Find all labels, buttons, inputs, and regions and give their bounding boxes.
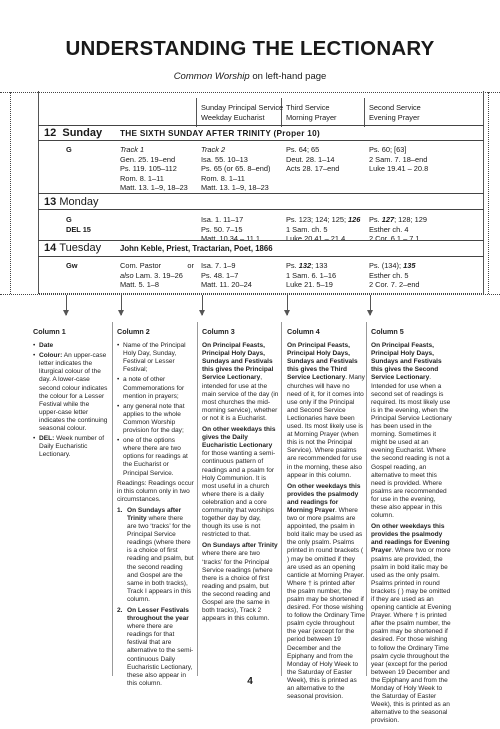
column-divider xyxy=(112,322,113,676)
track-2-readings: Track 2 Isa. 55. 10–13 Ps. 65 (or 65. 8–end) Rom. 8. 1–11 Matt. 13. 1–9, 18–23 xyxy=(201,145,271,193)
header-separator xyxy=(364,98,365,127)
day-rule xyxy=(38,193,484,194)
arrow-column-4 xyxy=(287,295,288,315)
day-12-heading: 12 Sunday xyxy=(44,127,103,139)
colour-letter: G DEL 15 xyxy=(66,215,91,234)
day-rule xyxy=(38,256,484,257)
column-3-explanation: Column 3 On Principal Feasts, Principal Holy Days, Sundays and Festivals this gives the Principal Service Lectionary, intended for use at the main service of the day (in most churches the mid-morning service), whether or not it is a Eucharist. On other weekdays this gives the Daily Eucharistic Lectionary for those wanting a semi-continuous pattern of readings and a psalm for Holy Communion. It is most useful in a church where there is a daily celebration and a core community that worships together day by day, though its use is not restricted to that. On Sundays after Trinity where there are two ‘tracks’ for the Principal Service readings (where there is a choice of first reading and psalm, but the second reading and Gospel are the same in both tracks), Track 2 appears in this column. xyxy=(202,327,279,623)
list-item: 1. On Sundays after Trinity where there are two ‘tracks’ for the Principal Service readings (where there is a choice of first reading and psalm, but the second reading and Gospel are the same in both tracks), Track I appears in this column. xyxy=(117,506,194,603)
header-column-3: Sunday Principal Service Weekday Eucharist xyxy=(201,103,284,122)
subtitle-rest: on left-hand page xyxy=(249,71,327,82)
morning-prayer-readings: Ps. 123; 124; 125; 126 1 Sam. ch. 5 Luke 20.41 – 21.4 xyxy=(286,215,361,244)
track-1-readings: Track 1 Gen. 25. 19–end Ps. 119. 105–112 Rom. 8. 1–11 Matt. 13. 1–9, 18–23 xyxy=(120,145,188,193)
lesser-festival-title: John Keble, Priest, Tractarian, Poet, 1866 xyxy=(120,244,273,253)
page-number: 4 xyxy=(247,676,253,687)
arrow-column-5 xyxy=(370,295,371,315)
colour-letter: G xyxy=(66,145,72,154)
day-rule xyxy=(38,125,484,126)
list-item: • Colour: An upper-case letter indicates the liturgical colour of the day. A lower-case second colour indicates the colour for a Lesser Festival while the upper-case letter indicates the continuing seasonal colour. xyxy=(33,352,108,433)
arrow-column-2 xyxy=(121,295,122,315)
header-column-5: Second Service Evening Prayer xyxy=(369,103,421,122)
subtitle-book-name: Common Worship xyxy=(173,71,250,82)
column-divider xyxy=(366,322,367,676)
arrow-column-3 xyxy=(202,295,203,315)
column-4-explanation: Column 4 On Principal Feasts, Principal Holy Days, Sundays and Festivals this gives the Third Service Lectionary. Many churches will have no need of it, for it comes into use only if the Principal and Second Service Lectionaries have been used. Its most likely use is at Morning Prayer (when this is not the Principal Service). Where psalms are recommended for use in the morning, these also appear in this column. On other weekdays this provides the psalmody and readings for Morning Prayer. Where two or more psalms are appointed, the psalm in bold italic may be used as the only psalm. Psalms printed in round brackets ( ) may be omitted if they are used as an opening canticle at Morning Prayer. Where † is printed after the psalm number, the psalm may be shortened if desired. For those wishing to follow the Ordinary Time psalm cycle throughout the year (except for the period between 19 December and the Epiphany and from the Monday of Holy Week to the Saturday of Easter Week), this is printed as an alternative to the seasonal provision. xyxy=(287,327,365,701)
page-subtitle xyxy=(0,71,500,82)
readings-note: Readings: Readings occur in this column only in two circumstances. xyxy=(117,479,194,503)
header-column-4: Third Service Morning Prayer xyxy=(286,103,337,122)
column-2-explanation: Column 2 • Name of the Principal Holy Day, Sunday, Festival or Lesser Festival; • a note of other Commemorations for mention in prayers; • any general note that applies to the whole Common Worship provision for the day; • one of the options where there are two options for readings at the Eucharist or Principal Service. Readings: Readings occur in this column only in two circumstances. 1. On Sundays after Trinity where there are two ‘tracks’ for the Principal Service readings (where there is a choice of first reading and psalm, but the second reading and Gospel are the same in both tracks), Track I appears in this column. 2. On Lesser Festivals throughout the year where there are readings for that festival that are alternative to the semi-continuous Daily Eucharistic Lectionary, these also appear in this column. xyxy=(117,328,194,691)
column-1-explanation: Column 1 • Date • Colour: An upper-case letter indicates the liturgical colour of the day. A lower-case second colour indicates the colour for a Lesser Festival while the upper-case letter indicates the continuing seasonal colour. • DEL: Week number of Daily Eucharistic Lectionary. xyxy=(33,328,108,461)
page-title: UNDERSTANDING THE LECTIONARY xyxy=(65,37,435,60)
morning-prayer-readings: Ps. 132; 133 1 Sam. 6. 1–16 Luke 21. 5–19 xyxy=(286,261,337,290)
dotted-left-rule xyxy=(10,92,11,294)
third-service-readings: Ps. 64; 65 Deut. 28. 1–14 Acts 28. 17–end xyxy=(286,145,340,174)
day-14-heading: 14 Tuesday xyxy=(44,242,102,254)
arrow-column-1 xyxy=(66,295,67,315)
day-rule xyxy=(38,209,484,210)
weekday-eucharist-readings: Isa. 7. 1–9 Ps. 48. 1–7 Matt. 11. 20–24 xyxy=(201,261,252,290)
list-item: • any general note that applies to the whole Common Worship provision for the day; xyxy=(117,403,194,435)
header-separator xyxy=(196,98,197,127)
column-5-explanation: Column 5 On Principal Feasts, Principal Holy Days, Sundays and Festivals this gives the Second Service Lectionary. Intended for use when a second set of readings is required. Its most likely use is in the evening, when the Principal Service Lectionary has been used in the morning. Sometimes it might be used at an evening Eucharist. Where the second reading is not a Gospel reading, an alternative to meet this need is provided. Where psalms are recommended for use in the evening, these also appear in this column. On other weekdays this provides the psalmody and readings for Evening Prayer. Where two or more psalms are provided, the psalm in bold italic may be used as the only psalm. Psalms printed in round brackets ( ) may be omitted if they are used as an opening canticle at Evening Prayer. Where † is printed after the psalm number, the psalm may be shortened if desired. For those wishing to follow the Ordinary Time psalm cycle throughout the year (except for the period between 19 December and the Epiphany and from the Monday of Holy Week to the Saturday of Easter Week), this is printed as an alternative to the seasonal provision. xyxy=(371,327,452,725)
colour-letter: Gw xyxy=(66,261,78,270)
list-item: • Name of the Principal Holy Day, Sunday, Festival or Lesser Festival; xyxy=(117,342,194,374)
weekday-eucharist-readings: Isa. 1. 11–17 Ps. 50. 7–15 Matt. 10.34 – 11.1 xyxy=(201,215,261,244)
list-item: • a note of other Commemorations for mention in prayers; xyxy=(117,376,194,400)
list-item: • one of the options where there are two options for readings at the Eucharist or Principal Service. xyxy=(117,437,194,477)
column-divider xyxy=(197,322,198,676)
sunday-title: THE SIXTH SUNDAY AFTER TRINITY (Proper 10) xyxy=(120,129,321,138)
list-item: • Date xyxy=(33,342,108,350)
list-item: • DEL: Week number of Daily Eucharistic Lectionary. xyxy=(33,435,108,459)
list-item: 2. On Lesser Festivals throughout the year where there are readings for that festival that are alternative to the semi-continuous Daily Eucharistic Lectionary, these also appear in this column. xyxy=(117,607,194,687)
column-divider xyxy=(281,322,282,676)
day-13-heading: 13 Monday xyxy=(44,196,99,208)
dotted-right-rule xyxy=(488,92,489,294)
day-rule xyxy=(38,140,484,141)
evening-prayer-readings: Ps. (134); 135 Esther ch. 5 2 Cor. 7. 2–end xyxy=(369,261,420,290)
day-rule xyxy=(38,240,484,241)
dotted-bottom-rule xyxy=(0,294,500,295)
lesser-festival-readings: Com. Pastor or also Lam. 3. 19–26 Matt. 5. 1–8 xyxy=(120,261,194,290)
evening-prayer-readings: Ps. 127; 128; 129 Esther ch. 4 2 Cor. 6.1 – 7.1 xyxy=(369,215,427,244)
second-service-readings: Ps. 60; [63] 2 Sam. 7. 18–end Luke 19.41 – 20.8 xyxy=(369,145,429,174)
